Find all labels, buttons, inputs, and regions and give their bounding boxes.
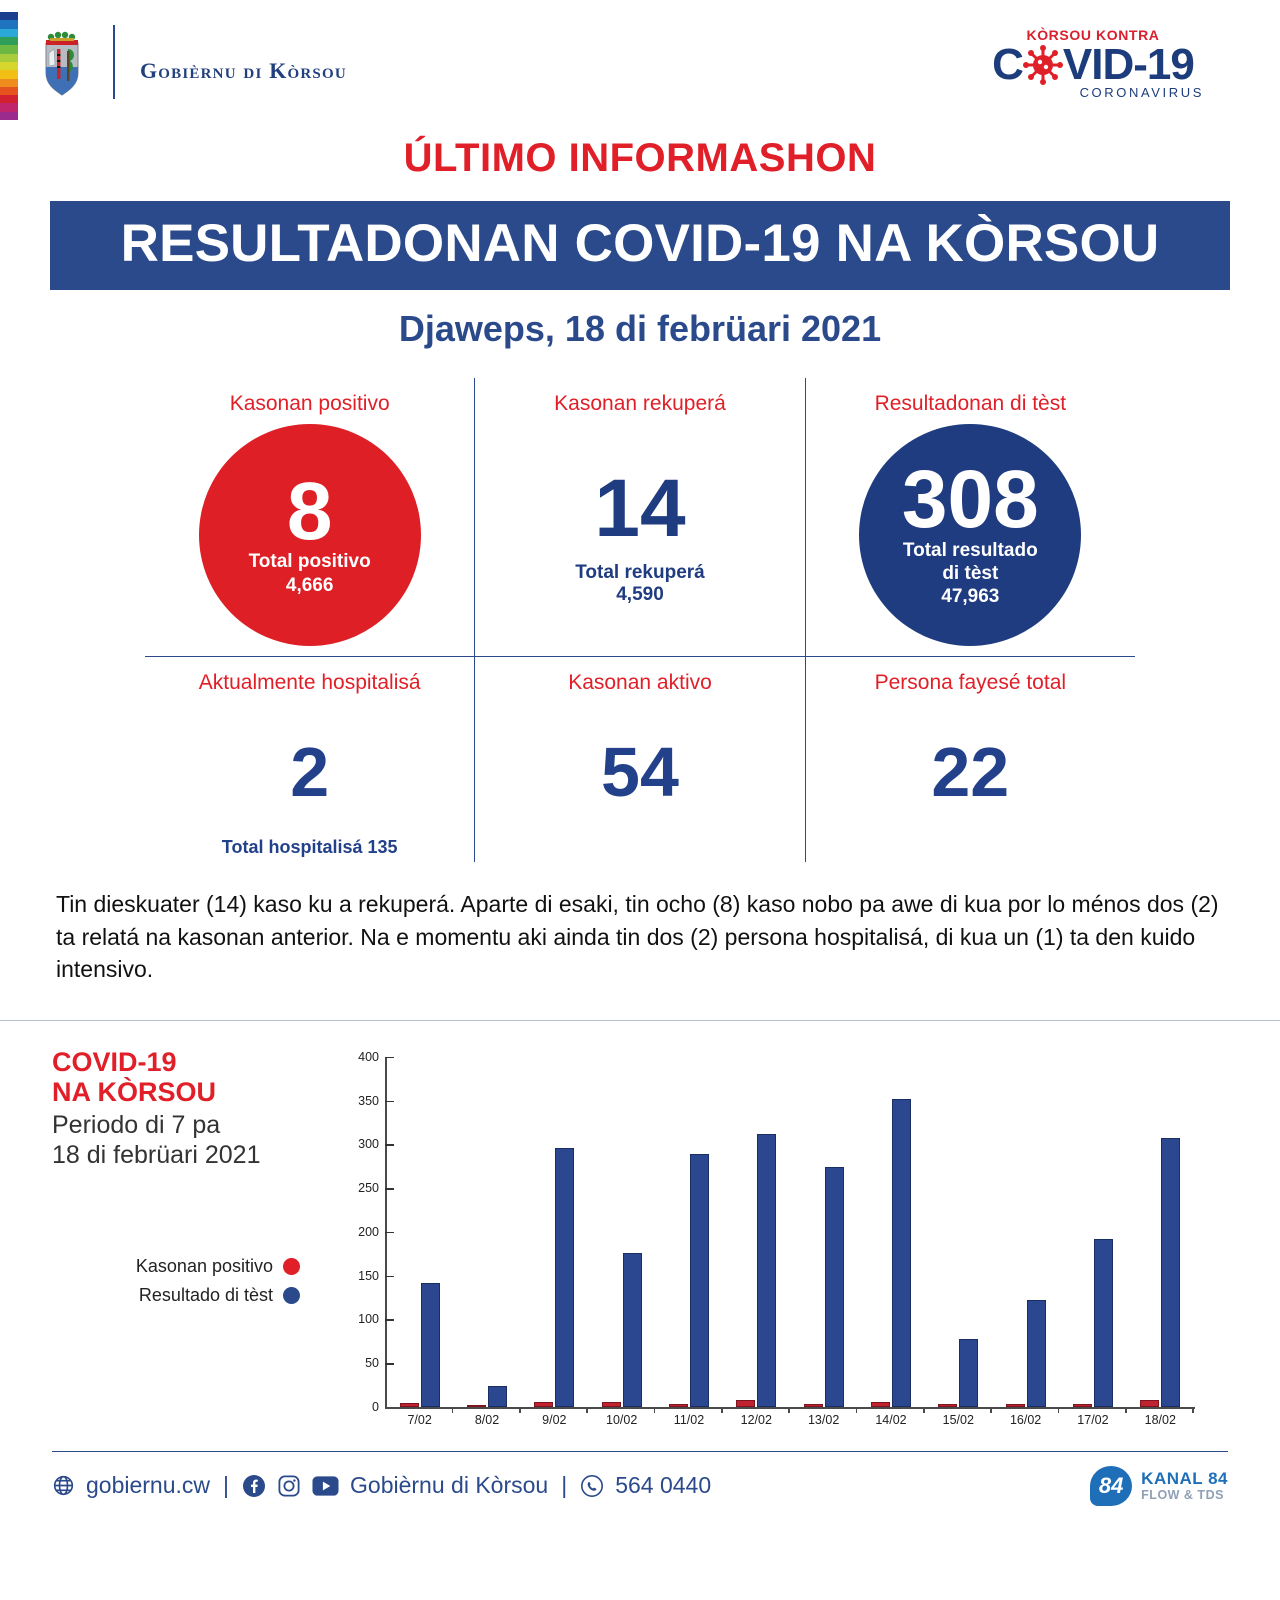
bar-positive bbox=[736, 1400, 755, 1408]
stat-sub-value: 47,963 bbox=[941, 586, 1000, 608]
bar-positive bbox=[669, 1404, 688, 1407]
page-title: RESULTADONAN COVID-19 NA KÒRSOU bbox=[50, 201, 1230, 290]
stat-sub-value: 4,666 bbox=[285, 574, 334, 596]
colorbar-segment-5 bbox=[0, 54, 18, 62]
header-divider bbox=[113, 25, 115, 99]
stat-title: Aktualmente hospitalisá bbox=[198, 671, 421, 694]
chart-legend bbox=[52, 1256, 330, 1306]
website-url[interactable]: gobiernu.cw bbox=[86, 1472, 211, 1499]
government-name: Gobièrnu di Kòrsou bbox=[140, 58, 347, 83]
stat-value: 2 bbox=[290, 733, 330, 811]
y-axis-tick-label: 400 bbox=[358, 1049, 379, 1064]
colorbar-segment-8 bbox=[0, 79, 18, 87]
kicker-title: ÚLTIMO INFORMASHON bbox=[403, 136, 877, 180]
x-axis-tick-label: 17/02 bbox=[1077, 1412, 1109, 1427]
colorbar-segment-7 bbox=[0, 70, 18, 78]
bar-group bbox=[655, 1057, 722, 1407]
bar-positive bbox=[400, 1403, 419, 1407]
x-axis-labels bbox=[386, 1413, 1194, 1427]
bar-groups bbox=[386, 1057, 1194, 1407]
covid-logo-kontra-text: KÒRSOU KONTRA bbox=[1026, 27, 1160, 43]
bar-group bbox=[1059, 1057, 1126, 1407]
kanal84-badge-icon: 84 bbox=[1090, 1466, 1132, 1506]
bar-positive bbox=[1140, 1400, 1159, 1407]
colorbar-segment-9 bbox=[0, 87, 18, 95]
bar-group bbox=[723, 1057, 790, 1407]
legend-item-positive bbox=[110, 1256, 300, 1277]
kanal84-name: KANAL 84 bbox=[1141, 1469, 1228, 1489]
covid-logo-vid19: VID-19 bbox=[1062, 40, 1194, 90]
bar-group bbox=[857, 1057, 924, 1407]
y-axis-tick-label: 150 bbox=[358, 1268, 379, 1283]
footer-contact bbox=[52, 1472, 711, 1499]
bar-tests bbox=[1161, 1138, 1180, 1408]
stat-sub-label: Total rekuperá bbox=[575, 562, 705, 583]
x-axis-tick-label: 9/02 bbox=[542, 1412, 567, 1427]
colorbar-segment-3 bbox=[0, 37, 18, 45]
colorbar-segment-1 bbox=[0, 20, 18, 28]
stat-title: Kasonan rekuperá bbox=[554, 392, 726, 415]
chart-section bbox=[0, 1021, 1280, 1451]
stat-title: Kasonan aktivo bbox=[568, 671, 712, 694]
legend-label: Resultado di tèst bbox=[138, 1285, 273, 1306]
y-axis-tick-label: 250 bbox=[358, 1181, 379, 1196]
y-axis-tick-label: 350 bbox=[358, 1093, 379, 1108]
bar-group bbox=[521, 1057, 588, 1407]
kanal84-tagline: FLOW & TDS bbox=[1141, 1487, 1224, 1502]
summary-paragraph: Tin dieskuater (14) kaso ku a rekuperá. Aparte di esaki, tin ocho (8) kaso nobo pa awe di kua por lo ménos dos (2) ta relatá na kasonan anterior. Na e momentu aki ainda tin dos (2) persona hospitalisá, di kua un (1) ta den kuido intensivo. bbox=[56, 891, 1219, 983]
bar-group bbox=[1127, 1057, 1194, 1407]
chart-heading-line1: COVID-19 bbox=[52, 1046, 177, 1077]
kanal84-logo bbox=[1090, 1466, 1228, 1506]
bar-tests bbox=[690, 1154, 709, 1408]
youtube-icon[interactable] bbox=[312, 1475, 339, 1497]
colorbar-segment-11 bbox=[0, 103, 18, 111]
stats-row-top bbox=[145, 378, 1135, 656]
stat-card-recovered-cases bbox=[474, 378, 804, 656]
bar-group bbox=[925, 1057, 992, 1407]
stat-value: 308 bbox=[901, 454, 1039, 546]
x-axis bbox=[385, 1407, 1195, 1409]
x-axis-tick-label: 11/02 bbox=[673, 1412, 705, 1427]
bar-positive bbox=[602, 1402, 621, 1407]
instagram-icon[interactable] bbox=[277, 1474, 301, 1498]
x-axis-tick-label: 8/02 bbox=[474, 1412, 500, 1427]
stat-sub-label: Total hospitalisá 135 bbox=[221, 837, 398, 857]
stat-title: Kasonan positivo bbox=[229, 392, 390, 415]
legend-swatch-blue-icon bbox=[283, 1287, 300, 1304]
page-footer bbox=[0, 1452, 1280, 1506]
stat-circle-blue bbox=[859, 424, 1081, 646]
stat-sub-label-2: di tèst bbox=[942, 563, 999, 585]
bar-tests bbox=[892, 1099, 911, 1407]
coronavirus-particle-icon bbox=[1023, 45, 1063, 85]
bar-group bbox=[386, 1057, 453, 1407]
legend-swatch-red-icon bbox=[283, 1258, 300, 1275]
colorbar-segment-4 bbox=[0, 45, 18, 53]
coat-of-arms-icon bbox=[38, 27, 86, 97]
stat-value: 8 bbox=[286, 466, 333, 558]
bar-group bbox=[992, 1057, 1059, 1407]
chart-heading bbox=[52, 1047, 330, 1107]
covid-logo-coronavirus-text: CORONAVIRUS bbox=[1079, 85, 1204, 101]
stat-value: 14 bbox=[594, 463, 686, 554]
chart-period-line1: Periodo di 7 pa bbox=[52, 1111, 221, 1140]
bar-tests bbox=[555, 1148, 574, 1408]
bar-tests bbox=[757, 1134, 776, 1408]
stat-card-total-deaths bbox=[805, 657, 1135, 862]
covid-logo-c: C bbox=[992, 40, 1023, 90]
bar-group bbox=[588, 1057, 655, 1407]
bar-tests bbox=[488, 1386, 507, 1408]
y-axis-tick-label: 0 bbox=[372, 1399, 379, 1414]
bar-positive bbox=[871, 1402, 890, 1407]
stat-sub-label: Total resultado bbox=[902, 539, 1038, 561]
bar-positive bbox=[1006, 1404, 1025, 1407]
stat-circle-red bbox=[199, 424, 421, 646]
y-axis-tick-label: 200 bbox=[358, 1224, 379, 1239]
x-axis-tick-label: 18/02 bbox=[1144, 1412, 1176, 1427]
bar-positive bbox=[1073, 1404, 1092, 1407]
footer-separator-1: | bbox=[223, 1472, 230, 1499]
bar-tests bbox=[959, 1339, 978, 1407]
bar-tests bbox=[1027, 1300, 1046, 1408]
bar-positive bbox=[467, 1405, 486, 1407]
globe-icon bbox=[52, 1474, 75, 1497]
x-axis-tick-label: 14/02 bbox=[875, 1412, 907, 1427]
y-axis-tick-label: 100 bbox=[358, 1312, 379, 1327]
bar-tests bbox=[825, 1167, 844, 1408]
bar-group bbox=[790, 1057, 857, 1407]
bar-chart bbox=[358, 1049, 1195, 1427]
report-date: Djaweps, 18 di febrüari 2021 bbox=[398, 308, 882, 349]
chart-period bbox=[52, 1110, 330, 1170]
covid-logo-wordmark bbox=[978, 40, 1208, 90]
stat-card-test-results bbox=[805, 378, 1135, 656]
colorbar-segment-0 bbox=[0, 12, 18, 20]
chart-info-panel bbox=[0, 1047, 330, 1451]
stat-sub-value: 4,590 bbox=[616, 583, 664, 605]
colorbar-segment-10 bbox=[0, 95, 18, 103]
x-axis-tick-label: 10/02 bbox=[606, 1412, 638, 1427]
stat-title: Resultadonan di tèst bbox=[874, 392, 1067, 415]
stat-sub-label: Total positivo bbox=[248, 551, 371, 573]
legend-label: Kasonan positivo bbox=[135, 1256, 273, 1277]
whatsapp-icon bbox=[580, 1474, 604, 1498]
page-header bbox=[0, 0, 1280, 120]
facebook-icon[interactable] bbox=[242, 1474, 266, 1498]
stat-card-positive-cases bbox=[145, 378, 474, 656]
covid19-logo bbox=[978, 28, 1208, 100]
bar-tests bbox=[623, 1253, 642, 1408]
bar-tests bbox=[421, 1283, 440, 1407]
stat-value: 22 bbox=[931, 733, 1010, 811]
x-axis-tick-label: 15/02 bbox=[942, 1412, 974, 1427]
statistics-grid bbox=[145, 378, 1135, 862]
y-axis-tick-label: 300 bbox=[358, 1137, 379, 1152]
colorbar-segment-6 bbox=[0, 62, 18, 70]
chart-plot-area bbox=[330, 1047, 1280, 1451]
stat-card-currently-hospitalised bbox=[145, 657, 474, 862]
legend-item-tests bbox=[110, 1285, 300, 1306]
colorbar-segment-12 bbox=[0, 112, 18, 120]
stat-card-active-cases bbox=[474, 657, 804, 862]
stats-row-bottom bbox=[145, 656, 1135, 862]
x-axis-tick-label: 13/02 bbox=[807, 1412, 840, 1427]
bar-positive bbox=[938, 1404, 957, 1407]
y-axis-tick-label: 50 bbox=[365, 1356, 379, 1371]
stat-value: 54 bbox=[601, 733, 679, 811]
curacao-colorbar bbox=[0, 12, 18, 120]
x-axis-tick-label: 16/02 bbox=[1009, 1412, 1042, 1427]
footer-separator-2: | bbox=[561, 1472, 568, 1499]
phone-number[interactable]: 564 0440 bbox=[615, 1472, 712, 1499]
stat-title: Persona fayesé total bbox=[874, 671, 1067, 694]
chart-period-line2: 18 di febrüari 2021 bbox=[52, 1141, 261, 1170]
colorbar-segment-2 bbox=[0, 29, 18, 37]
social-account-name[interactable]: Gobièrnu di Kòrsou bbox=[350, 1472, 549, 1499]
bar-positive bbox=[804, 1404, 823, 1407]
bar-group bbox=[453, 1057, 520, 1407]
bar-positive bbox=[534, 1402, 553, 1407]
bar-tests bbox=[1094, 1239, 1113, 1407]
kanal84-text bbox=[1141, 1470, 1228, 1502]
chart-heading-line2: NA KÒRSOU bbox=[52, 1077, 217, 1108]
x-axis-tick-label: 12/02 bbox=[740, 1412, 772, 1427]
x-axis-tick-label: 7/02 bbox=[407, 1412, 432, 1427]
